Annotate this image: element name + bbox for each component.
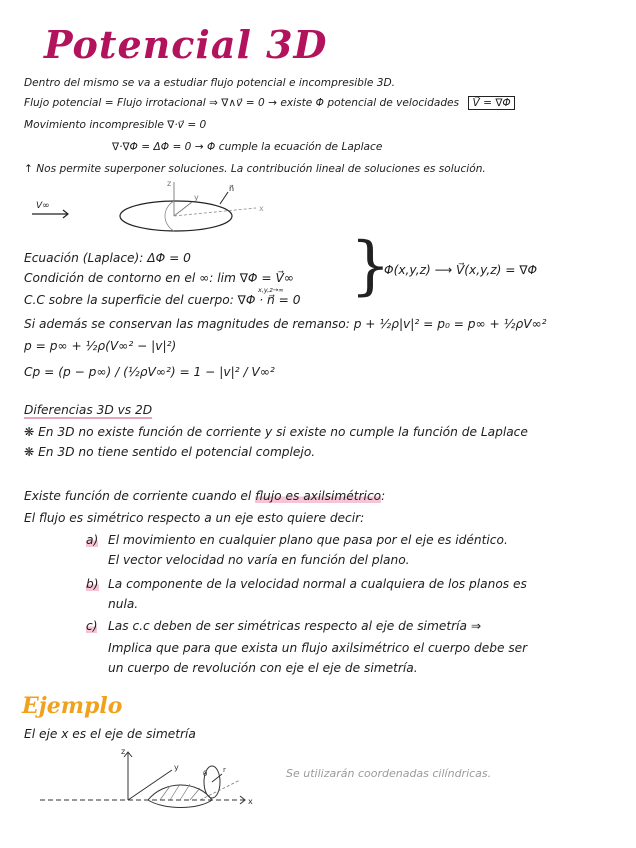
body-outline xyxy=(148,785,212,808)
body-section xyxy=(165,201,174,231)
intro-line-2-text: Flujo potencial = Flujo irrotacional ⇒ ∇∧v⃗ = 0 → existe Φ potencial de velocidades xyxy=(24,97,460,109)
y-axis xyxy=(128,770,172,800)
fig2-theta: θ xyxy=(203,770,208,778)
differences-title xyxy=(24,402,152,418)
item-b-tag xyxy=(86,576,99,592)
fig1-x: x xyxy=(259,204,264,213)
body-surface-condition: C.C sobre la superficie del cuerpo: ∇Φ · n⃗ = 0 xyxy=(24,293,301,307)
fig2-x: x xyxy=(248,797,253,806)
axisym-highlight: flujo es axilsimétrico xyxy=(255,489,382,503)
example-text: El eje x es el eje de simetría xyxy=(24,727,196,741)
axisym-tail: : xyxy=(381,489,386,503)
lim-subscript: x,y,z→∞ xyxy=(258,286,284,294)
fig2-y: y xyxy=(174,763,179,772)
cp-eq: Cp = (p − p∞) / (½ρV∞²) = 1 − |v|² / V∞² xyxy=(24,365,275,379)
difference-2: ❋ En 3D no tiene sentido el potencial complejo. xyxy=(24,445,316,459)
intro-line-4: ∇·∇Φ = ΔΦ = 0 → Φ cumple la ecuación de Laplace xyxy=(112,141,383,153)
page-title: Potencial 3D xyxy=(44,22,328,67)
v-infinity-label: V∞ xyxy=(36,201,50,211)
intro-line-1: Dentro del mismo se va a estudiar flujo potencial e incompresible 3D. xyxy=(24,77,395,89)
body-hatching xyxy=(160,784,200,800)
axisym-line2: El flujo es simétrico respecto a un eje esto quiere decir: xyxy=(24,511,365,525)
y-axis xyxy=(174,202,192,216)
axisym-lead xyxy=(24,488,385,504)
intro-line-2 xyxy=(24,96,515,110)
fig2-z: z xyxy=(121,747,126,756)
infinity-condition: Condición de contorno en el ∞: lim ∇Φ = V⃗∞ xyxy=(24,271,294,285)
velocity-gradient-box: V⃗ = ∇Φ xyxy=(468,96,514,110)
example-title: Ejemplo xyxy=(22,693,123,719)
brace: } xyxy=(350,229,391,303)
radius-line xyxy=(212,774,222,782)
cylindrical-note: Se utilizarán coordenadas cilíndricas. xyxy=(286,767,492,780)
item-c-line-2: Implica que para que exista un flujo axilsimétrico el cuerpo debe ser xyxy=(108,641,528,655)
item-b-line-2: nula. xyxy=(108,597,139,611)
item-a-tag xyxy=(86,532,98,548)
normal-vector xyxy=(220,192,228,204)
intro-line-3: Movimiento incompresible ∇·v⃗ = 0 xyxy=(24,119,207,131)
item-a-line-2: El vector velocidad no varía en función del plano. xyxy=(108,553,410,567)
item-c-line-3: un cuerpo de revolución con eje el eje de simetría. xyxy=(108,661,418,675)
x-axis xyxy=(174,208,256,216)
item-c-letter: c) xyxy=(86,619,98,633)
item-c-tag xyxy=(86,618,97,634)
bernoulli-line: Si además se conservan las magnitudes de remanso: p + ½ρ|v|² = p₀ = p∞ + ½ρV∞² xyxy=(24,317,547,331)
fig1-n: n⃗ xyxy=(229,184,235,193)
pressure-eq: p = p∞ + ½ρ(V∞² − |v|²) xyxy=(24,339,177,353)
body-in-flow-figure xyxy=(24,178,284,240)
item-c-line-1: Las c.c deben de ser simétricas respecto al eje de simetría ⇒ xyxy=(108,619,482,633)
item-b-letter: b) xyxy=(86,577,99,591)
fig2-r: r xyxy=(223,766,226,774)
difference-1: ❋ En 3D no existe función de corriente y si existe no cumple la función de Laplace xyxy=(24,425,528,439)
differences-title-text: Diferencias 3D vs 2D xyxy=(24,403,153,417)
item-b-line-1: La componente de la velocidad normal a cualquiera de los planos es xyxy=(108,577,527,591)
item-a-line-1: El movimiento en cualquier plano que pasa por el eje es idéntico. xyxy=(108,533,508,547)
laplace-eq: Ecuación (Laplace): ΔΦ = 0 xyxy=(24,251,191,265)
cylindrical-coords-figure xyxy=(40,746,270,812)
axisym-lead-text: Existe función de corriente cuando el xyxy=(24,489,256,503)
item-a-letter: a) xyxy=(86,533,99,547)
fig1-z: z xyxy=(167,179,172,188)
fig1-y: y xyxy=(194,193,199,202)
intro-line-5: ↑ Nos permite superponer soluciones. La contribución lineal de soluciones es solución. xyxy=(24,163,486,175)
brace-result: Φ(x,y,z) ⟶ V⃗(x,y,z) = ∇Φ xyxy=(384,263,538,277)
